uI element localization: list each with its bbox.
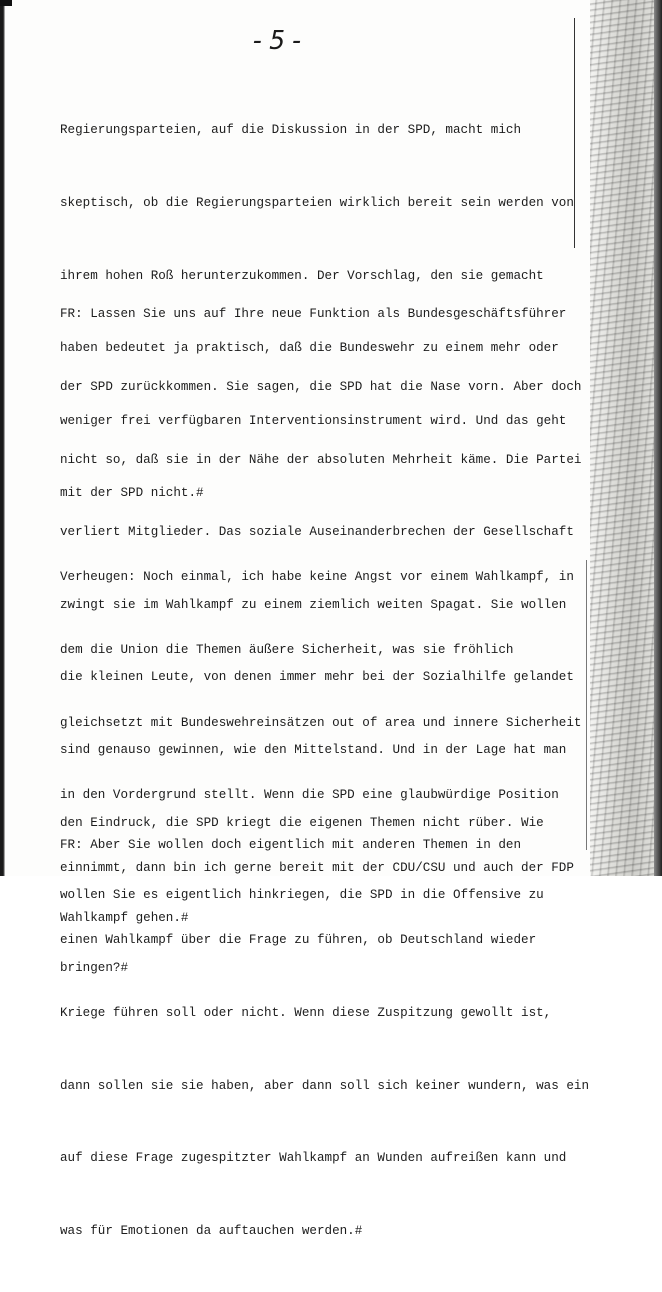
text-line: gleichsetzt mit Bundeswehreinsätzen out of area und innere Sicherheit: [60, 715, 582, 730]
text-line: Verheugen: Noch einmal, ich habe keine Angst vor einem Wahlkampf, in: [60, 570, 574, 585]
text-line: sind genauso gewinnen, wie den Mittelstand. Und in der Lage hat man: [60, 743, 567, 758]
text-line: FR: Lassen Sie uns auf Ihre neue Funktion als Bundesgeschäftsführer: [60, 307, 567, 322]
text-line: die kleinen Leute, von denen immer mehr bei der Sozialhilfe gelandet: [60, 670, 574, 685]
text-line: Kriege führen soll oder nicht. Wenn diese Zuspitzung gewollt ist,: [60, 1006, 552, 1021]
text-line: skeptisch, ob die Regierungsparteien wirklich bereit sein werden von: [60, 196, 574, 211]
text-line: den Eindruck, die SPD kriegt die eigenen Themen nicht rüber. Wie: [60, 815, 544, 830]
text-line: der SPD zurückkommen. Sie sagen, die SPD hat die Nase vorn. Aber doch: [60, 380, 582, 395]
text-line: mit der SPD nicht.#: [60, 486, 204, 501]
text-line: einen Wahlkampf über die Frage zu führen, ob Deutschland wieder: [60, 933, 537, 948]
page-edge-line-bottom: [586, 560, 587, 850]
text-line: wollen Sie es eigentlich hinkriegen, die SPD in die Offensive zu: [60, 888, 544, 903]
page-number: -5-: [250, 26, 309, 56]
text-line: Regierungsparteien, auf die Diskussion in der SPD, macht mich: [60, 123, 522, 138]
paragraph-4: [60, 785, 580, 979]
text-line: bringen?#: [60, 960, 129, 975]
text-line: ihrem hohen Roß herunterzukommen. Der Vorschlag, den sie gemacht: [60, 268, 544, 283]
text-line: Wahlkampf gehen.#: [60, 911, 189, 926]
text-line: haben bedeutet ja praktisch, daß die Bundeswehr zu einem mehr oder: [60, 341, 559, 356]
text-line: weniger frei verfügbaren Interventionsinstrument wird. Und das geht: [60, 413, 567, 428]
text-line: in den Vordergrund stellt. Wenn die SPD eine glaubwürdige Position: [60, 788, 559, 803]
text-line: verliert Mitglieder. Das soziale Auseinanderbrechen der Gesellschaft: [60, 525, 574, 540]
text-line: was für Emotionen da auftauchen werden.#: [60, 1223, 363, 1238]
text-line: nicht so, daß sie in der Nähe der absoluten Mehrheit käme. Die Partei: [60, 452, 582, 467]
scan-right-margin: [590, 0, 662, 876]
text-line: FR: Aber Sie wollen doch eigentlich mit anderen Themen in den: [60, 838, 522, 853]
scan-right-edge: [654, 0, 662, 876]
text-line: einnimmt, dann bin ich gerne bereit mit der CDU/CSU und auch der FDP: [60, 860, 574, 875]
scan-corner-mark: [0, 0, 12, 6]
text-line: dem die Union die Themen äußere Sicherheit, was sie fröhlich: [60, 643, 514, 658]
text-line: dann sollen sie sie haben, aber dann soll sich keiner wundern, was ein: [60, 1078, 590, 1093]
text-line: auf diese Frage zugespitzter Wahlkampf an Wunden aufreißen kann und: [60, 1151, 567, 1166]
text-line: zwingt sie im Wahlkampf zu einem ziemlich weiten Spagat. Sie wollen: [60, 597, 567, 612]
scan-left-edge: [0, 0, 5, 876]
